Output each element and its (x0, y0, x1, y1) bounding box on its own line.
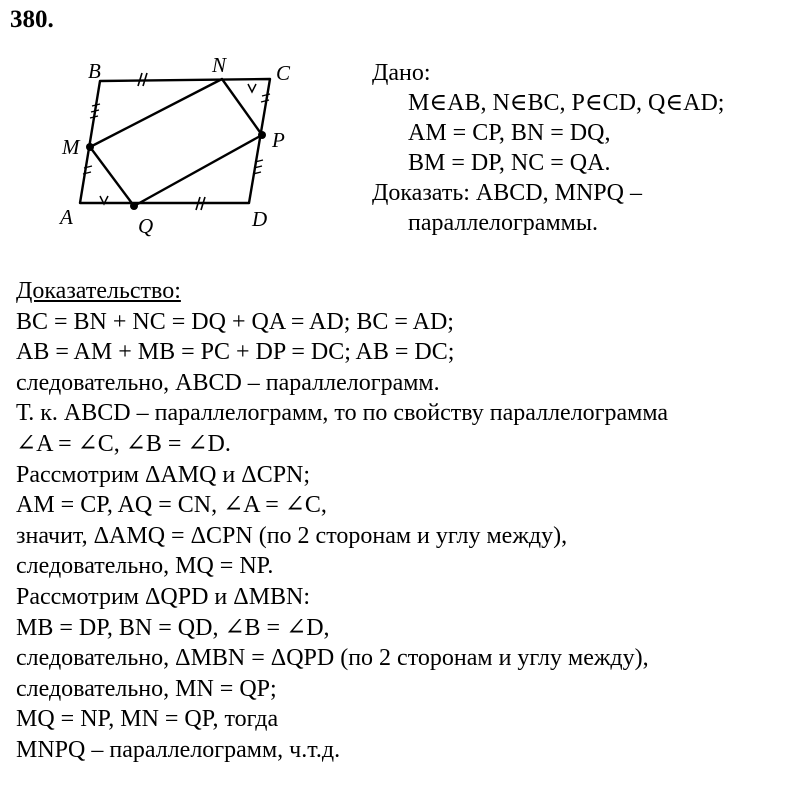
angle-mark-c (248, 84, 256, 92)
hatch-mb-1 (92, 104, 100, 106)
point-p (258, 131, 266, 139)
parallelogram-figure (50, 50, 330, 240)
proof-line-6: Рассмотрим ΔAMQ и ΔCPN; (16, 461, 311, 488)
given-line-2: AM = CP, BN = DQ, (408, 120, 611, 146)
given-line-3: BM = DP, NC = QA. (408, 150, 611, 176)
proof-line-5: ∠A = ∠C, ∠B = ∠D. (16, 430, 231, 457)
label-n: N (212, 53, 227, 77)
proof-line-3: следовательно, ABCD – параллелограмм. (16, 369, 440, 396)
point-m (86, 143, 94, 151)
problem-number: 380. (10, 6, 54, 33)
proof-line-2: AB = AM + MB = PC + DP = DC; AB = DC; (16, 339, 455, 366)
label-q: Q (138, 214, 154, 238)
proof-line-13: следовательно, MN = QP; (16, 675, 277, 702)
proof-line-12: следовательно, ΔMBN = ΔQPD (по 2 сторонам и углу между), (16, 645, 649, 672)
proof-line-8: значит, ΔAMQ = ΔCPN (по 2 сторонам и углу между), (16, 522, 568, 549)
proof-line-11: MB = DP, BN = QD, ∠B = ∠D, (16, 614, 330, 641)
proof-line-15: MNPQ – параллелограмм, ч.т.д. (16, 736, 341, 763)
proof-line-10: Рассмотрим ΔQPD и ΔMBN: (16, 583, 311, 610)
label-a: A (60, 205, 73, 229)
label-d: D (252, 207, 268, 231)
label-b: B (88, 59, 101, 83)
given-block (372, 58, 724, 238)
proof-line-1: BC = BN + NC = DQ + QA = AD; BC = AD; (16, 308, 454, 335)
proof-line-4: Т. к. ABCD – параллелограмм, то по свойству параллелограмма (16, 400, 669, 427)
proof-block (16, 276, 668, 766)
hatch-mb-2 (91, 110, 99, 112)
label-c: C (276, 61, 291, 85)
point-q (130, 202, 138, 210)
quadrilateral-mnpq (90, 79, 262, 206)
hatch-cp-2 (261, 100, 269, 102)
hatch-mb-3 (90, 116, 98, 118)
given-heading: Дано: (372, 60, 431, 86)
label-p: P (272, 128, 285, 152)
label-m: M (62, 135, 80, 159)
prove-continuation: параллелограммы. (408, 210, 598, 236)
proof-line-14: MQ = NP, MN = QP, тогда (16, 706, 279, 733)
prove-line: Доказать: ABCD, MNPQ – (372, 180, 642, 206)
proof-line-9: следовательно, MQ = NP. (16, 553, 274, 580)
hatch-cp-1 (262, 94, 270, 96)
proof-line-7: AM = CP, AQ = CN, ∠A = ∠C, (16, 492, 327, 519)
given-line-1: M∈AB, N∈BC, P∈CD, Q∈AD; (408, 90, 725, 116)
proof-heading: Доказательство: (16, 278, 181, 304)
